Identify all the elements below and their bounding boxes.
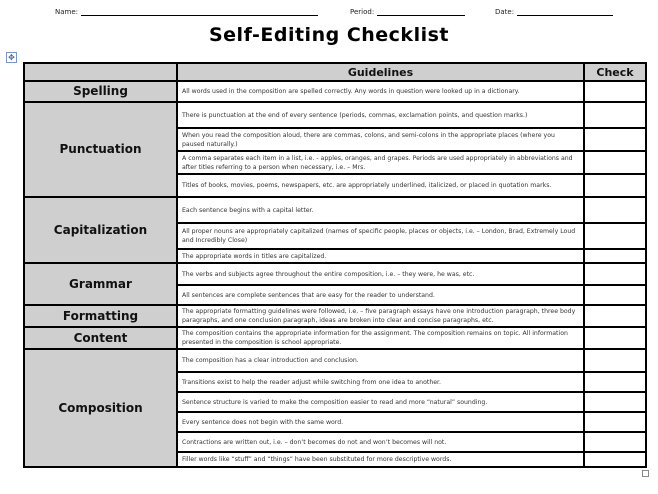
table-row (24, 327, 646, 349)
section-label-composition: Composition (24, 349, 177, 467)
guideline-text: When you read the composition aloud, there are commas, colons, and semi-colons in the appropriate places (where you paused naturally.) (177, 128, 584, 151)
section-label-formatting: Formatting (24, 305, 177, 327)
check-cell[interactable] (584, 349, 646, 372)
table-row (24, 81, 646, 102)
guideline-text: Sentence structure is varied to make the composition easier to read and more “natural” sounding. (177, 392, 584, 412)
guideline-text: Contractions are written out, i.e. – don’t becomes do not and won’t becomes will not. (177, 432, 584, 452)
check-cell[interactable] (584, 327, 646, 349)
section-label-punctuation: Punctuation (24, 102, 177, 197)
table-row (24, 102, 646, 128)
check-cell[interactable] (584, 452, 646, 467)
name-label: Name: (55, 8, 79, 16)
checklist-table (23, 62, 647, 468)
date-label: Date: (495, 8, 515, 16)
check-cell[interactable] (584, 223, 646, 249)
header-check: Check (584, 63, 646, 81)
guideline-text: The verbs and subjects agree throughout the entire composition, i.e. – they were, he was, etc. (177, 263, 584, 285)
guideline-text: Titles of books, movies, poems, newspapers, etc. are appropriately underlined, italicized, or placed in quotation marks. (177, 174, 584, 197)
table-row (24, 197, 646, 223)
guideline-text: The appropriate words in titles are capitalized. (177, 249, 584, 263)
guideline-text: The appropriate formatting guidelines were followed, i.e. – five paragraph essays have one introduction paragraph, three body paragraphs, and one conclusion paragraph, ideas are broken into clear and concise paragraphs, etc. (177, 305, 584, 327)
header-guidelines: Guidelines (177, 63, 584, 81)
table-resize-handle[interactable] (642, 470, 649, 477)
check-cell[interactable] (584, 174, 646, 197)
check-cell[interactable] (584, 285, 646, 305)
guideline-text: Each sentence begins with a capital letter. (177, 197, 584, 223)
table-header-row (24, 63, 646, 81)
guideline-text: All sentences are complete sentences that are easy for the reader to understand. (177, 285, 584, 305)
date-field[interactable] (495, 7, 613, 16)
check-cell[interactable] (584, 263, 646, 285)
table-row (24, 263, 646, 285)
check-cell[interactable] (584, 412, 646, 432)
guideline-text: There is punctuation at the end of every sentence (periods, commas, exclamation points, and question marks.) (177, 102, 584, 128)
table-row (24, 305, 646, 327)
section-label-spelling: Spelling (24, 81, 177, 102)
guideline-text: The composition has a clear introduction and conclusion. (177, 349, 584, 372)
guideline-text: A comma separates each item in a list, i.e. - apples, oranges, and grapes. Periods are used appropriately in abbreviations and after titles referring to a person when necessary, i.e. – Mrs. (177, 151, 584, 174)
guideline-text: All proper nouns are appropriately capitalized (names of specific people, places or objects, i.e. – London, Brad, Extremely Loud and Incredibly Close) (177, 223, 584, 249)
check-cell[interactable] (584, 305, 646, 327)
section-label-capitalization: Capitalization (24, 197, 177, 263)
header-category (24, 63, 177, 81)
period-label: Period: (350, 8, 375, 16)
name-field[interactable] (55, 7, 318, 16)
table-move-handle-icon[interactable]: ✥ (6, 52, 17, 63)
section-label-content: Content (24, 327, 177, 349)
page-title: Self-Editing Checklist (208, 24, 449, 46)
check-cell[interactable] (584, 197, 646, 223)
check-cell[interactable] (584, 81, 646, 102)
check-cell[interactable] (584, 102, 646, 128)
guideline-text: The composition contains the appropriate information for the assignment. The composition remains on topic. All information presented in the composition is school appropriate. (177, 327, 584, 349)
guideline-text: Transitions exist to help the reader adjust while switching from one idea to another. (177, 372, 584, 392)
check-cell[interactable] (584, 128, 646, 151)
guideline-text: Every sentence does not begin with the same word. (177, 412, 584, 432)
check-cell[interactable] (584, 392, 646, 412)
guideline-text: Filler words like “stuff” and “things” have been substituted for more descriptive words. (177, 452, 584, 467)
table-row (24, 349, 646, 372)
check-cell[interactable] (584, 432, 646, 452)
period-field[interactable] (350, 7, 465, 16)
section-label-grammar: Grammar (24, 263, 177, 305)
check-cell[interactable] (584, 249, 646, 263)
check-cell[interactable] (584, 151, 646, 174)
check-cell[interactable] (584, 372, 646, 392)
guideline-text: All words used in the composition are spelled correctly. Any words in question were looked up in a dictionary. (177, 81, 584, 102)
